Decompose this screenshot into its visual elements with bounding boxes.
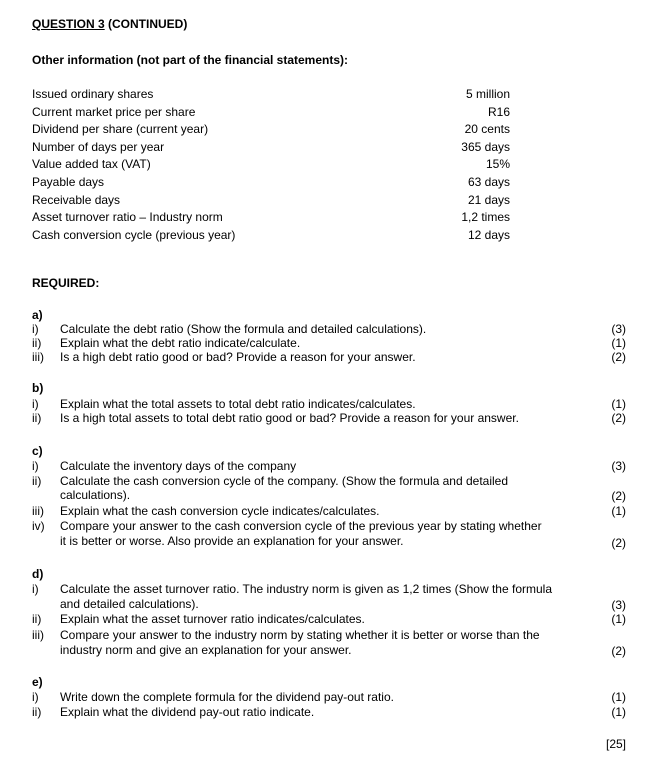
item-marks: (3) [611,322,626,336]
question-continued: (CONTINUED) [104,17,188,31]
info-label: Cash conversion cycle (previous year) [32,227,236,242]
item-marks: (2) [611,489,626,503]
info-value: R16 [487,104,510,119]
item-text: it is better or worse. Also provide an explanation for your answer. [60,534,404,548]
info-value: 12 days [467,227,510,242]
info-label: Current market price per share [32,104,196,119]
section-label: d) [32,567,44,581]
item-marks: (3) [611,598,626,612]
info-label: Receivable days [32,192,121,207]
item-marks: (2) [611,350,626,364]
info-value: 1,2 times [461,210,510,225]
required-heading: REQUIRED: [32,276,100,290]
item-text: Compare your answer to the cash conversion cycle of the previous year by stating whether [60,519,542,533]
item-number: ii) [32,411,42,425]
item-number: iii) [32,504,44,518]
item-marks: (3) [611,459,626,473]
section-label: c) [32,444,43,458]
info-label: Payable days [32,175,105,189]
item-number: i) [32,582,39,596]
item-text: Write down the complete formula for the dividend pay-out ratio. [60,690,394,704]
item-text: Calculate the cash conversion cycle of the company. (Show the formula and detailed [60,474,509,488]
item-number: ii) [32,474,42,488]
item-text: industry norm and give an explanation for your answer. [60,643,352,657]
item-marks: (1) [611,612,626,626]
info-label: Dividend per share (current year) [32,122,209,137]
info-value: 15% [485,157,510,172]
item-number: iv) [32,519,45,533]
item-text: and detailed calculations). [60,597,199,611]
section-label: b) [32,381,44,395]
item-text: calculations). [60,488,131,502]
item-text: Is a high debt ratio good or bad? Provide a reason for your answer. [60,350,416,364]
item-text: Is a high total assets to total debt ratio good or bad? Provide a reason for your answer. [60,411,519,425]
item-number: iii) [32,350,44,364]
item-number: ii) [32,336,42,350]
item-marks: (2) [611,644,626,658]
info-value: 20 cents [464,122,510,137]
section-label: e) [32,675,43,689]
item-text: Calculate the asset turnover ratio. The industry norm is given as 1,2 times (Show the formula [60,582,553,596]
item-marks: (1) [611,397,626,411]
section-label: a) [32,308,43,322]
item-marks: (2) [611,411,626,425]
info-label: Issued ordinary shares [32,87,154,101]
item-text: Explain what the total assets to total debt ratio indicates/calculates. [60,397,416,411]
item-text: Explain what the asset turnover ratio indicates/calculates. [60,612,365,626]
item-number: i) [32,690,39,704]
item-number: i) [32,459,39,473]
info-value: 5 million [465,87,510,101]
item-text: Explain what the dividend pay-out ratio indicate. [60,705,315,719]
item-text: Calculate the inventory days of the company [60,459,297,473]
item-number: ii) [32,612,42,626]
item-number: iii) [32,628,44,642]
info-value: 365 days [461,139,510,154]
item-marks: (1) [611,336,626,350]
item-text: Calculate the debt ratio (Show the formula and detailed calculations). [60,322,427,336]
item-number: i) [32,397,39,411]
item-text: Compare your answer to the industry norm by stating whether it is better or worse than the [60,628,540,642]
info-value: 21 days [467,192,510,207]
item-text: Explain what the cash conversion cycle indicates/calculates. [60,504,380,518]
question-number: QUESTION 3 [32,17,105,31]
item-marks: (1) [611,504,626,518]
item-marks: (1) [611,705,626,719]
item-number: i) [32,322,39,336]
item-text: Explain what the debt ratio indicate/calculate. [60,336,301,350]
info-label: Value added tax (VAT) [32,157,151,172]
item-number: ii) [32,705,42,719]
info-value: 63 days [467,175,510,189]
question-title [32,17,187,31]
info-label: Number of days per year [32,139,165,154]
item-marks: (1) [611,690,626,704]
total-marks: [25] [605,737,626,751]
item-marks: (2) [611,536,626,550]
other-info-heading: Other information (not part of the financial statements): [32,53,349,67]
info-label: Asset turnover ratio – Industry norm [32,210,223,225]
